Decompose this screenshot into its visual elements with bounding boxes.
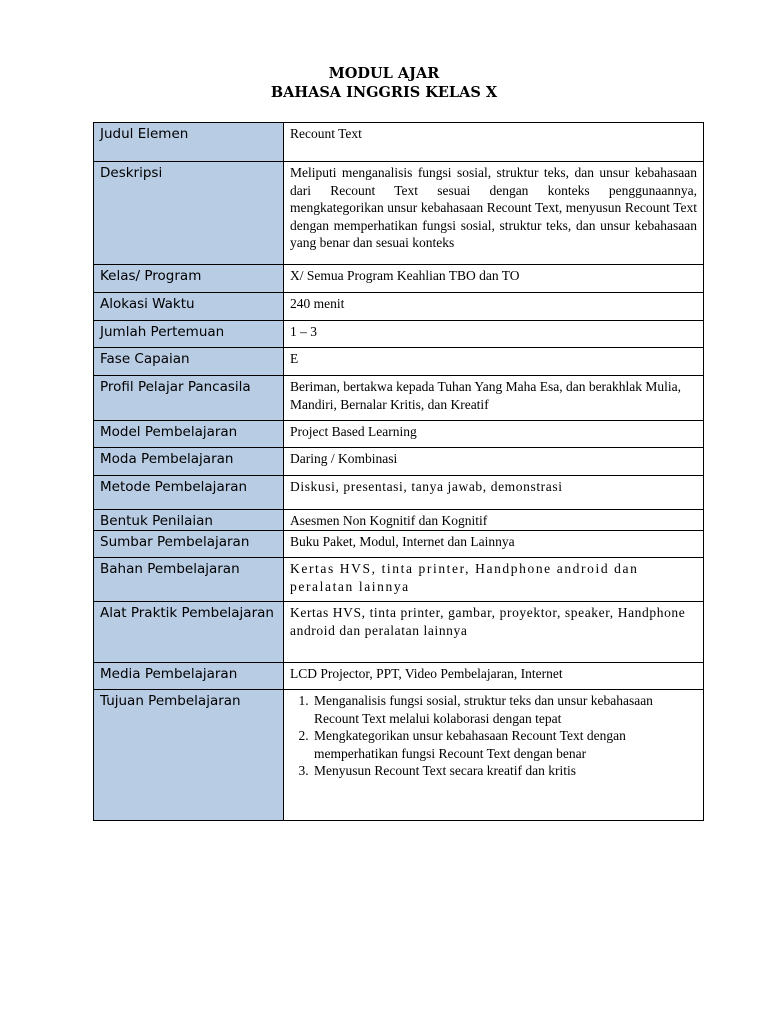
row-label: Profil Pelajar Pancasila [94, 376, 284, 421]
row-value: Asesmen Non Kognitif dan Kognitif [284, 510, 704, 531]
table-row [94, 123, 704, 162]
table-row [94, 558, 704, 602]
row-label: Sumbar Pembelajaran [94, 531, 284, 558]
row-label: Bahan Pembelajaran [94, 558, 284, 602]
table-row [94, 162, 704, 265]
document-title [0, 64, 768, 102]
table-row [94, 376, 704, 421]
table-row [94, 531, 704, 558]
row-value: Buku Paket, Modul, Internet dan Lainnya [284, 531, 704, 558]
table-row [94, 321, 704, 348]
row-value: Recount Text [284, 123, 704, 162]
row-label: Tujuan Pembelajaran [94, 690, 284, 821]
row-label: Bentuk Penilaian [94, 510, 284, 531]
table-row [94, 448, 704, 476]
row-value: Diskusi, presentasi, tanya jawab, demonstrasi [284, 476, 704, 510]
module-info-table [93, 122, 704, 821]
row-value: E [284, 348, 704, 376]
row-label: Metode Pembelajaran [94, 476, 284, 510]
learning-goals-list [290, 692, 697, 780]
row-label: Alokasi Waktu [94, 293, 284, 321]
row-value: Daring / Kombinasi [284, 448, 704, 476]
row-label: Jumlah Pertemuan [94, 321, 284, 348]
list-item: 2. Mengkategorikan unsur kebahasaan Recount Text dengan memperhatikan fungsi Recount Text dengan benar [312, 727, 697, 762]
list-item: 1. Menganalisis fungsi sosial, struktur teks dan unsur kebahasaan Recount Text melalui kolaborasi dengan tepat [312, 692, 697, 727]
row-label: Fase Capaian [94, 348, 284, 376]
table-row [94, 348, 704, 376]
row-value: Beriman, bertakwa kepada Tuhan Yang Maha Esa, dan berakhlak Mulia, Mandiri, Bernalar Kritis, dan Kreatif [284, 376, 704, 421]
row-label: Judul Elemen [94, 123, 284, 162]
table-row [94, 421, 704, 448]
table-row [94, 476, 704, 510]
row-value: Kertas HVS, tinta printer, Handphone android dan peralatan lainnya [284, 558, 704, 602]
title-line-2: BAHASA INGGRIS KELAS X [270, 84, 498, 101]
table-row [94, 265, 704, 293]
title-line-1: MODUL AJAR [328, 65, 440, 82]
row-value: 1 – 3 [284, 321, 704, 348]
row-label: Kelas/ Program [94, 265, 284, 293]
table-row [94, 602, 704, 663]
row-value-list [284, 690, 704, 821]
row-value: Project Based Learning [284, 421, 704, 448]
row-label: Alat Praktik Pembelajaran [94, 602, 284, 663]
row-label: Media Pembelajaran [94, 663, 284, 690]
row-value: Kertas HVS, tinta printer, gambar, proyektor, speaker, Handphone android dan peralatan lainnya [284, 602, 704, 663]
row-value: 240 menit [284, 293, 704, 321]
list-item: 3. Menyusun Recount Text secara kreatif dan kritis [312, 762, 697, 780]
row-value: LCD Projector, PPT, Video Pembelajaran, Internet [284, 663, 704, 690]
table-row [94, 293, 704, 321]
row-value: Meliputi menganalisis fungsi sosial, struktur teks, dan unsur kebahasaan dari Recount Text sesuai dengan konteks penggunaannya, mengkategorikan unsur kebahasaan Recount Text, menyusun Recount Text dengan memperhatikan fungsi sosial, struktur teks, dan unsur kebahasaan yang benar dan sesuai konteks [284, 162, 704, 265]
row-label: Deskripsi [94, 162, 284, 265]
row-label: Model Pembelajaran [94, 421, 284, 448]
row-value: X/ Semua Program Keahlian TBO dan TO [284, 265, 704, 293]
table-row [94, 663, 704, 690]
row-label: Moda Pembelajaran [94, 448, 284, 476]
table-row [94, 510, 704, 531]
table-row [94, 690, 704, 821]
